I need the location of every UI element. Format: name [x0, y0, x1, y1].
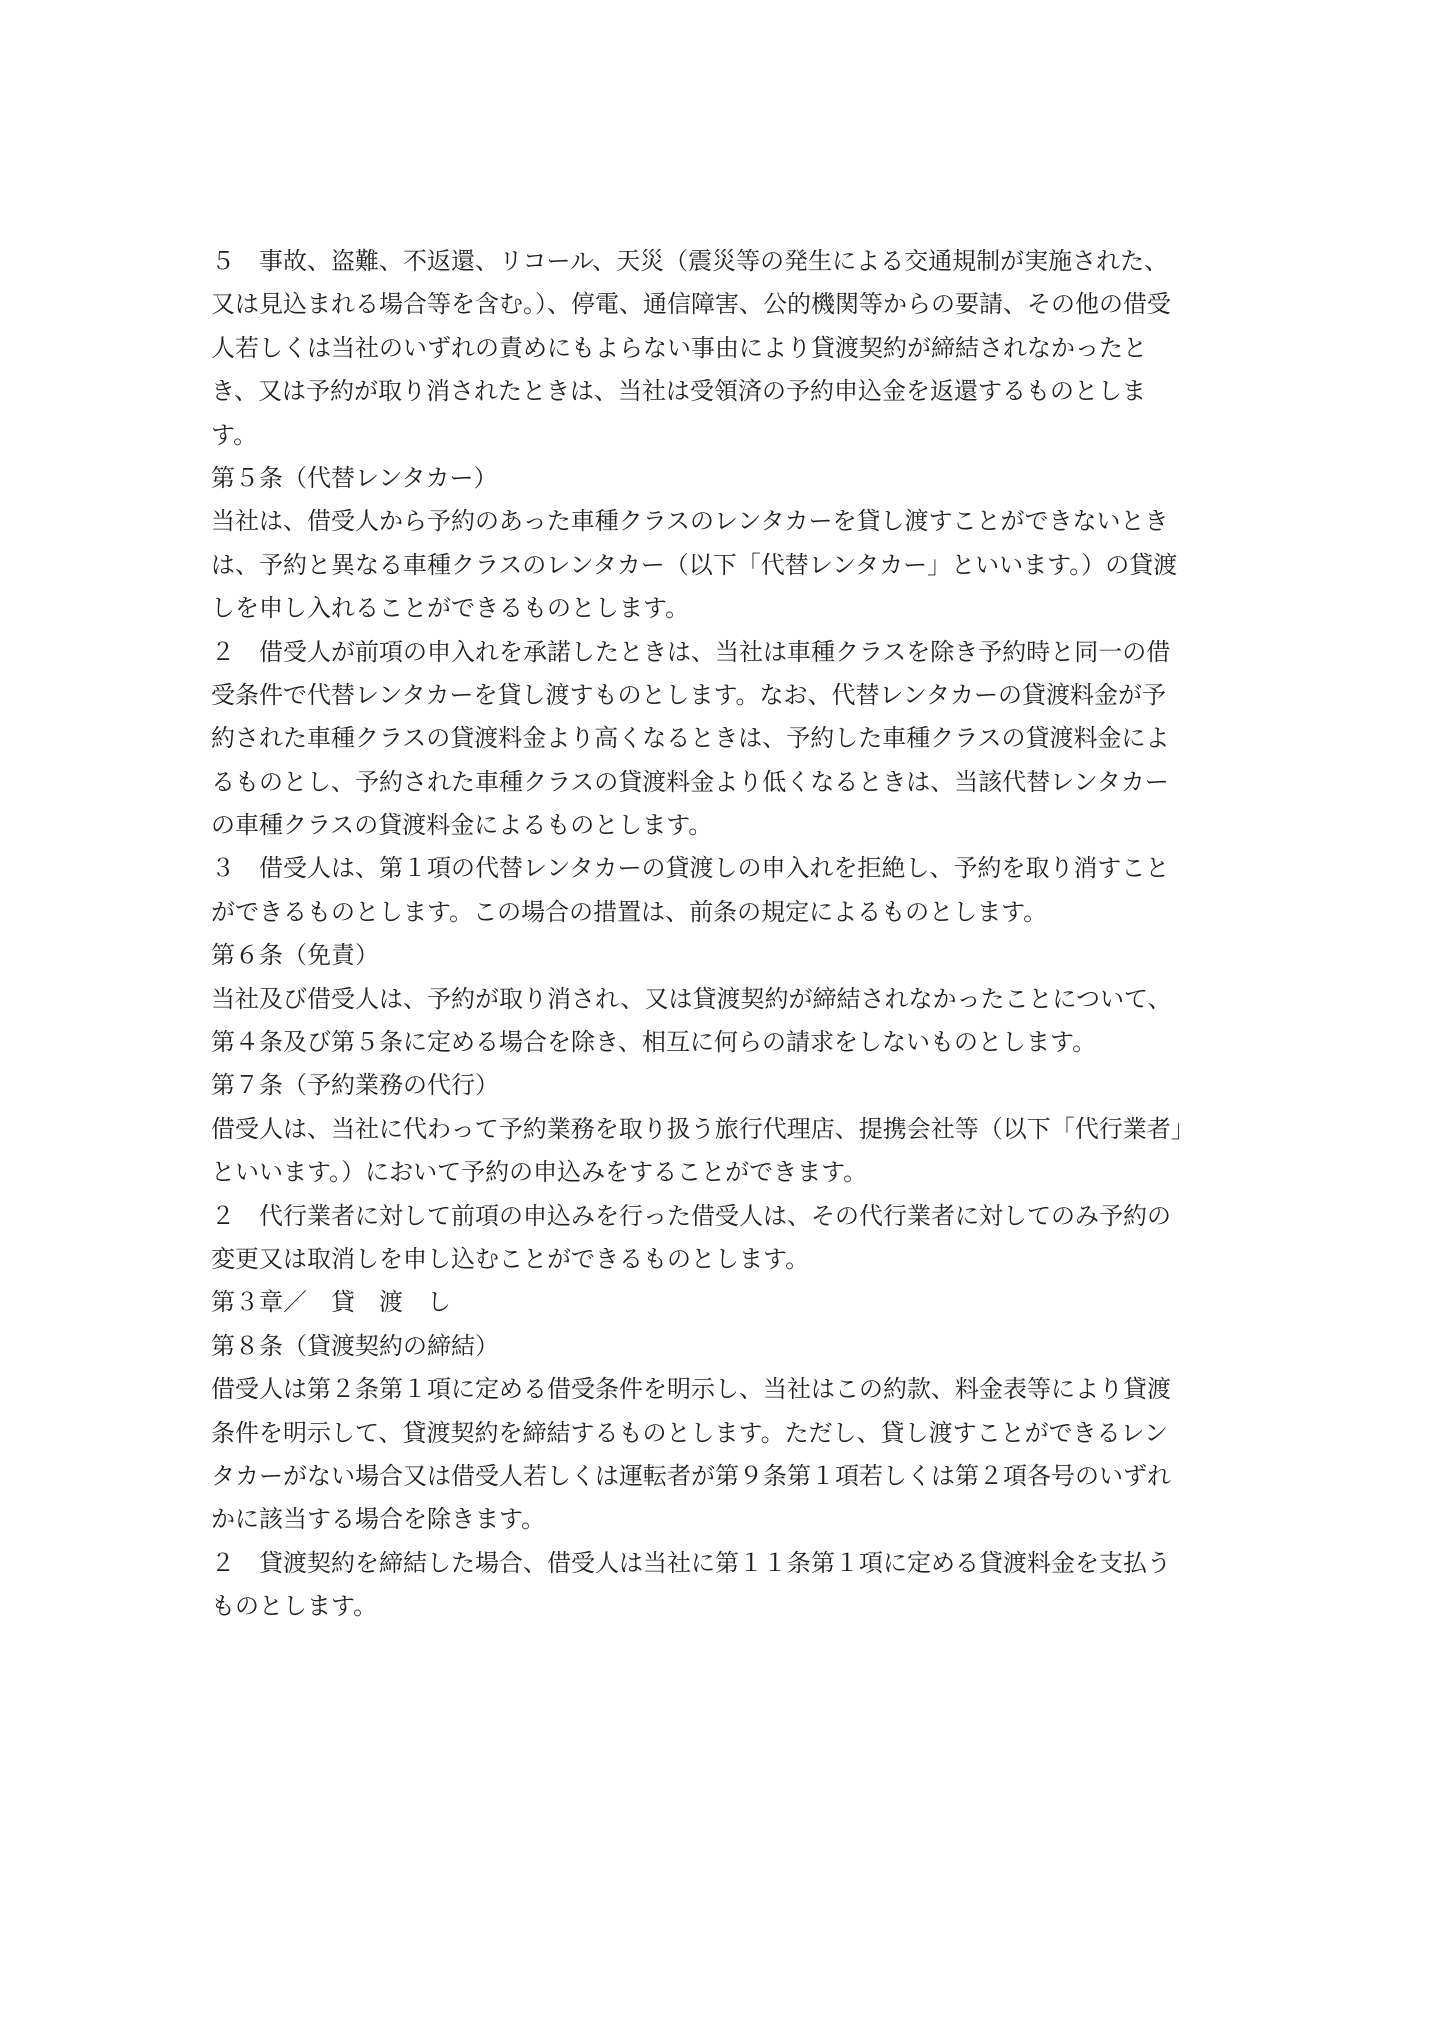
article-heading: 第６条（免責）	[211, 941, 379, 970]
text-line: 受条件で代替レンタカーを貸し渡すものとします。なお、代替レンタカーの貸渡料金が予	[211, 680, 1166, 709]
text-line: 人若しくは当社のいずれの責めにもよらない事由により貸渡契約が締結されなかったと	[211, 333, 1147, 362]
text-line: 第４条及び第５条に定める場合を除き、相互に何らの請求をしないものとします。	[211, 1028, 1097, 1057]
text-line: 又は見込まれる場合等を含む。）、停電、通信障害、公的機関等からの要請、その他の借受	[211, 290, 1171, 319]
text-line: ２ 代行業者に対して前項の申込みを行った借受人は、その代行業者に対してのみ予約の	[211, 1201, 1171, 1230]
text-line: ５ 事故、盗難、不返還、リコール、天災（震災等の発生による交通規制が実施された、	[211, 247, 1169, 275]
text-line: るものとし、予約された車種クラスの貸渡料金より低くなるときは、当該代替レンタカー	[211, 767, 1169, 796]
text-line: 借受人は、当社に代わって予約業務を取り扱う旅行代理店、提携会社等（以下「代行業者」	[211, 1114, 1195, 1143]
text-line: 変更又は取消しを申し込むことができるものとします。	[211, 1244, 810, 1273]
text-line: ができるものとします。この場合の措置は、前条の規定によるものとします。	[211, 897, 1048, 926]
text-line: す。	[211, 420, 258, 449]
text-line: き、又は予約が取り消されたときは、当社は受領済の予約申込金を返還するものとしま	[211, 377, 1147, 406]
text-line: かに該当する場合を除きます。	[211, 1505, 546, 1534]
text-line: 当社は、借受人から予約のあった車種クラスのレンタカーを貸し渡すことができないとき	[211, 507, 1169, 536]
text-line: 当社及び借受人は、予約が取り消され、又は貸渡契約が締結されなかったことについて、	[211, 984, 1172, 1013]
chapter-heading: 第３章／ 貸 渡 し	[211, 1288, 451, 1317]
text-line: 条件を明示して、貸渡契約を締結するものとします。ただし、貸し渡すことができるレン	[211, 1418, 1168, 1447]
document-body	[211, 240, 1236, 1629]
text-line: ３ 借受人は、第１項の代替レンタカーの貸渡しの申入れを拒絶し、予約を取り消すこと	[211, 854, 1170, 883]
text-line: は、予約と異なる車種クラスのレンタカー（以下「代替レンタカー」といいます。）の貸渡	[211, 550, 1178, 579]
text-line: といいます。）において予約の申込みをすることができます。	[211, 1158, 868, 1187]
text-line: タカーがない場合又は借受人若しくは運転者が第９条第１項若しくは第２項各号のいずれ	[211, 1461, 1171, 1490]
text-line: しを申し入れることができるものとします。	[211, 594, 690, 623]
text-line: ２ 借受人が前項の申入れを承諾したときは、当社は車種クラスを除き予約時と同一の借	[211, 637, 1171, 666]
article-heading: 第５条（代替レンタカー）	[211, 463, 498, 492]
article-heading: 第７条（予約業務の代行）	[211, 1071, 499, 1100]
text-line: 借受人は第２条第１項に定める借受条件を明示し、当社はこの約款、料金表等により貸渡	[211, 1375, 1171, 1404]
article-heading: 第８条（貸渡契約の締結）	[211, 1331, 499, 1360]
text-line: の車種クラスの貸渡料金によるものとします。	[211, 811, 713, 840]
text-line: ２ 貸渡契約を締結した場合、借受人は当社に第１１条第１項に定める貸渡料金を支払う	[211, 1548, 1171, 1577]
text-line: ものとします。	[211, 1592, 378, 1621]
text-line: 約された車種クラスの貸渡料金より高くなるときは、予約した車種クラスの貸渡料金によ	[211, 724, 1170, 753]
